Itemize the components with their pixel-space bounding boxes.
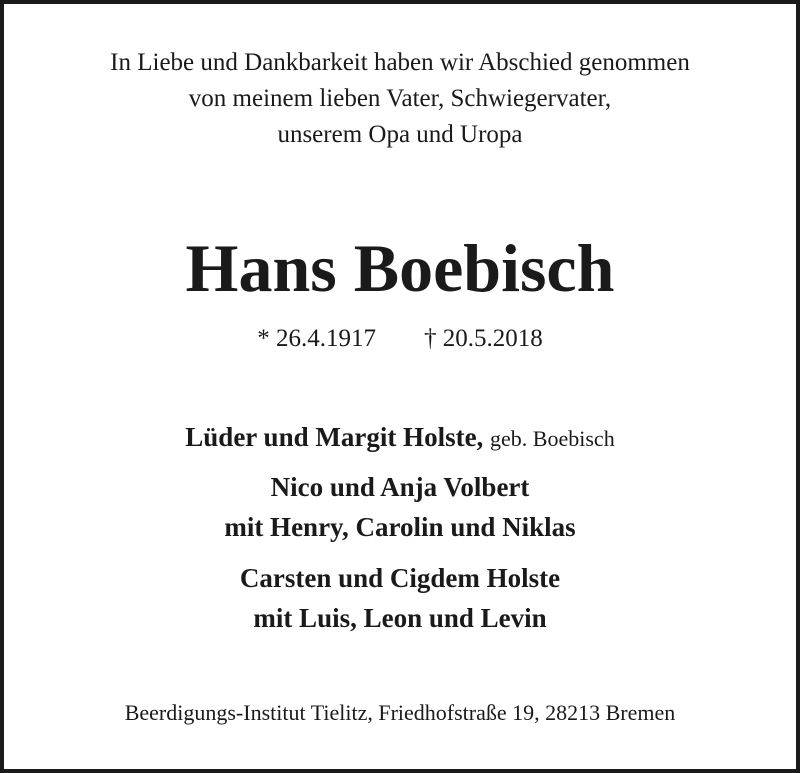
birth-date: * 26.4.1917: [257, 325, 376, 352]
mourner-line-5: mit Luis, Leon und Levin: [253, 603, 547, 633]
life-dates: [0, 322, 800, 356]
mourner-line-2: Nico und Anja Volbert: [270, 472, 530, 502]
maiden-name-note: geb. Boebisch: [490, 426, 615, 451]
funeral-home-address: Beerdigungs-Institut Tielitz, Friedhofstraße 19, 28213 Bremen: [124, 700, 676, 725]
death-date: † 20.5.2018: [424, 325, 543, 352]
deceased-name: Hans Boebisch: [185, 230, 615, 306]
mourner-name: Lüder und Margit Holste,: [185, 422, 484, 452]
mourner-line-3: mit Henry, Carolin und Niklas: [224, 512, 576, 542]
mourner-line-1: [0, 418, 800, 458]
mourner-line-4: Carsten und Cigdem Holste: [239, 563, 561, 593]
intro-line-3: unserem Opa und Uropa: [277, 121, 523, 148]
intro-line-2: von meinem lieben Vater, Schwiegervater,: [188, 85, 612, 112]
intro-line-1: In Liebe und Dankbarkeit haben wir Abschied genommen: [110, 49, 690, 76]
